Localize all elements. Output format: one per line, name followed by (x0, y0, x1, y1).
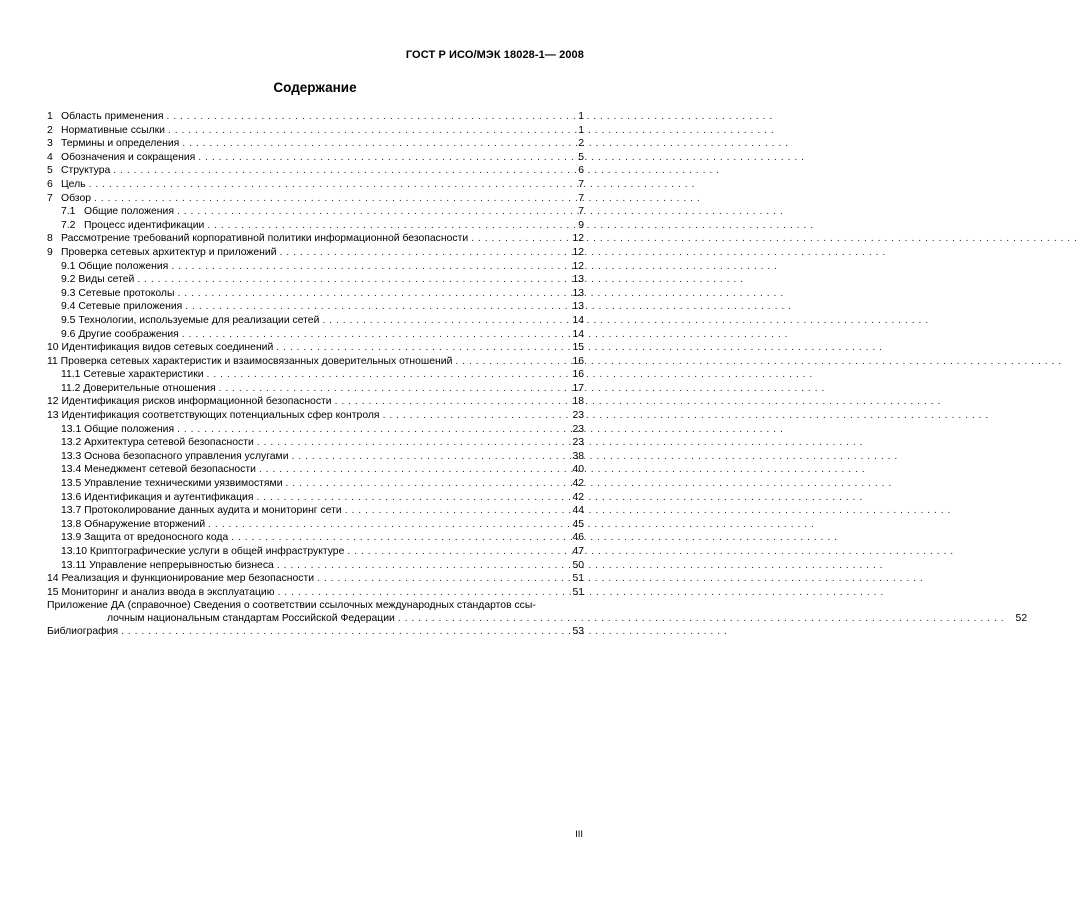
toc-entry-page: 23 (572, 437, 584, 449)
dot-leader (292, 450, 561, 464)
toc-entry-page: 47 (572, 546, 584, 557)
table-of-contents (47, 110, 1028, 639)
page-number: III (575, 829, 583, 840)
toc-entry-label: 12 Идентификация рисков информационной безопасности (47, 396, 332, 408)
toc-entry-label: 13.5 Управление техническими уязвимостями (61, 478, 283, 490)
toc-entry-page: 16 (572, 355, 584, 367)
dot-leader (207, 219, 561, 233)
dot-leader (286, 477, 561, 491)
toc-entry[interactable] (47, 531, 584, 545)
dot-leader (383, 409, 561, 423)
toc-entry-label: Термины и определения (61, 138, 180, 150)
toc-entry[interactable] (47, 260, 584, 274)
toc-entry-label: Проверка сетевых архитектур и приложений (61, 246, 277, 258)
toc-entry-page: 18 (572, 396, 584, 408)
toc-entry-label: Нормативные ссылки (61, 124, 165, 136)
toc-entry-page: 38 (572, 450, 584, 462)
dot-leader (276, 341, 561, 355)
toc-entry[interactable] (47, 559, 584, 573)
dot-leader (171, 260, 561, 274)
toc-entry-label: 11.1 Сетевые характеристики (61, 369, 204, 381)
dot-leader (113, 164, 561, 178)
toc-entry[interactable] (47, 287, 584, 301)
toc-entry-label: 13.11 Управление непрерывностью бизнеса (61, 559, 274, 571)
toc-entry-page: 13 (572, 287, 584, 299)
toc-entry-label: Процесс идентификации (84, 219, 205, 231)
toc-entry-page: 42 (572, 491, 584, 503)
toc-entry-label: 9.5 Технологии, используемые для реализации сетей (61, 314, 320, 326)
toc-entry-page: 15 (572, 342, 584, 354)
toc-entry-number: 3 (47, 138, 53, 150)
toc-entry-page: 12 (572, 246, 584, 258)
dot-leader (198, 151, 561, 165)
toc-entry[interactable] (47, 137, 584, 151)
toc-entry[interactable] (47, 205, 584, 219)
toc-entry-label: 13.7 Протоколирование данных аудита и мониторинг сети (61, 505, 342, 517)
toc-entry-label: Общие положения (84, 206, 174, 218)
toc-entry-label: 9.2 Виды сетей (61, 274, 135, 286)
toc-entry[interactable] (47, 436, 584, 450)
toc-entry-page: 14 (572, 328, 584, 340)
toc-entry[interactable] (47, 246, 584, 260)
toc-entry[interactable] (47, 192, 584, 206)
toc-entry-page: 12 (572, 233, 584, 245)
toc-entry-label: Цель (61, 178, 86, 190)
toc-entry-page: 52 (1015, 613, 1028, 625)
standard-header: ГОСТ Р ИСО/МЭК 18028-1— 2008 (405, 49, 584, 61)
toc-entry-bibliography[interactable] (47, 625, 584, 639)
toc-entry[interactable] (47, 300, 584, 314)
toc-entry[interactable] (47, 545, 584, 559)
dot-leader (177, 423, 561, 437)
toc-entry-number: 8 (47, 233, 53, 245)
toc-entry-number: 1 (47, 111, 53, 122)
toc-entry[interactable] (47, 219, 584, 233)
toc-entry-page: 42 (572, 478, 584, 490)
toc-entry[interactable] (47, 110, 584, 124)
toc-entry[interactable] (47, 409, 584, 423)
toc-entry[interactable] (47, 518, 584, 532)
toc-entry[interactable] (47, 164, 584, 178)
toc-entry-label: Область применения (61, 111, 164, 122)
toc-entry-page: 17 (572, 382, 584, 394)
toc-entry-label: 13.6 Идентификация и аутентификация (61, 491, 254, 503)
dot-leader (168, 124, 561, 138)
toc-entry-label: 10 Идентификация видов сетевых соединений (47, 342, 274, 354)
dot-leader (256, 491, 561, 505)
toc-entry[interactable] (47, 586, 584, 600)
annex-title-line1: Приложение ДА (справочное) Сведения о соответствии ссылочных международных стандартов ссы- (47, 600, 536, 612)
dot-leader (207, 368, 561, 382)
dot-leader (182, 137, 561, 151)
toc-entry-page: 23 (572, 410, 584, 422)
dot-leader (231, 531, 561, 545)
toc-entry[interactable] (47, 423, 584, 437)
dot-leader (166, 110, 561, 124)
toc-entry-page: 1 (578, 124, 584, 136)
dot-leader (177, 205, 561, 219)
toc-entry-label: Библиография (47, 626, 119, 638)
toc-entry-label: Обозначения и сокращения (61, 151, 196, 163)
dot-leader (219, 382, 561, 396)
toc-entry-label: 13.2 Архитектура сетевой безопасности (61, 437, 254, 449)
toc-entry-page: 7 (578, 178, 584, 190)
toc-entry-label: 9.4 Сетевые приложения (61, 301, 183, 313)
dot-leader (137, 273, 561, 287)
toc-entry-page: 53 (572, 626, 584, 638)
toc-entry[interactable] (47, 314, 584, 328)
toc-entry[interactable] (47, 382, 584, 396)
dot-leader (182, 328, 561, 342)
toc-entry-page: 9 (578, 219, 584, 231)
toc-entry-label: 13.3 Основа безопасного управления услугами (61, 450, 289, 462)
dot-leader (322, 314, 561, 328)
toc-entry-label: 13 Идентификация соответствующих потенциальных сфер контроля (47, 410, 380, 422)
toc-entry-label: 11 Проверка сетевых характеристик и взаимосвязанных доверительных отношений (47, 355, 453, 367)
toc-entry-page: 5 (578, 151, 584, 163)
toc-entry-number: 7.1 (61, 206, 76, 218)
toc-entry[interactable] (47, 178, 584, 192)
toc-entry[interactable] (47, 504, 584, 518)
toc-entry-page: 13 (572, 301, 584, 313)
toc-entry-number: 9 (47, 246, 53, 258)
toc-entry[interactable] (47, 124, 584, 138)
toc-entry-label: Рассмотрение требований корпоративной политики информационной безопасности (61, 233, 469, 245)
toc-entry[interactable] (47, 450, 584, 464)
dot-leader (177, 287, 561, 301)
toc-entry-label: 13.4 Менеджмент сетевой безопасности (61, 464, 256, 476)
toc-entry-page: 46 (572, 532, 584, 544)
toc-entry-page: 51 (572, 573, 584, 585)
dot-leader (317, 572, 561, 586)
toc-entry-page: 50 (572, 559, 584, 571)
toc-entry-page: 44 (572, 505, 584, 517)
toc-entry-page: 12 (572, 260, 584, 272)
toc-entry-page: 23 (572, 423, 584, 435)
dot-leader (94, 192, 561, 206)
toc-entry[interactable] (47, 368, 584, 382)
dot-leader (335, 395, 561, 409)
toc-entry-label: 9.6 Другие соображения (61, 328, 179, 340)
toc-entry-page: 51 (572, 586, 584, 598)
toc-entry-label: 13.10 Криптографические услуги в общей инфраструктуре (61, 546, 345, 557)
toc-entry-label: 11.2 Доверительные отношения (61, 382, 216, 394)
toc-entry[interactable] (47, 477, 584, 491)
dot-leader (257, 436, 561, 450)
toc-entry[interactable] (47, 491, 584, 505)
dot-leader (259, 463, 561, 477)
dot-leader (345, 504, 561, 518)
toc-entry[interactable] (47, 463, 584, 477)
dot-leader (278, 586, 561, 600)
toc-entry-label: 9.1 Общие положения (61, 260, 169, 272)
toc-entry-page: 16 (572, 369, 584, 381)
toc-entry-number: 6 (47, 178, 53, 190)
dot-leader (208, 518, 561, 532)
toc-entry-annex[interactable] (47, 599, 1028, 625)
dot-leader (347, 545, 561, 559)
toc-entry[interactable] (47, 395, 584, 409)
toc-entry-page: 45 (572, 518, 584, 530)
toc-entry-page: 7 (578, 192, 584, 204)
toc-entry[interactable] (47, 151, 584, 165)
toc-entry-number: 2 (47, 124, 53, 136)
toc-entry-label: Обзор (61, 192, 92, 204)
dot-leader (280, 246, 561, 260)
toc-entry[interactable] (47, 341, 584, 355)
toc-entry[interactable] (47, 355, 584, 369)
dot-leader (185, 300, 561, 314)
toc-entry-label: 14 Реализация и функционирование мер безопасности (47, 573, 315, 585)
toc-entry-page: 1 (578, 111, 584, 122)
dot-leader (398, 612, 1004, 625)
toc-entry[interactable] (47, 328, 584, 342)
toc-entry-page: 14 (572, 314, 584, 326)
toc-entry-number: 7.2 (61, 219, 76, 231)
toc-entry-number: 4 (47, 151, 53, 163)
dot-leader (471, 232, 561, 246)
toc-entry-page: 40 (572, 464, 584, 476)
toc-entry-label: Структура (61, 165, 111, 177)
toc-entry-label: 13.9 Защита от вредоносного кода (61, 532, 229, 544)
toc-entry-page: 6 (578, 165, 584, 177)
toc-entry[interactable] (47, 232, 584, 246)
toc-entry-page: 7 (578, 206, 584, 218)
toc-entry-number: 5 (47, 165, 53, 177)
dot-leader (121, 625, 561, 639)
toc-entry-label: 9.3 Сетевые протоколы (61, 287, 175, 299)
dot-leader (89, 178, 561, 192)
toc-entry-label: 13.1 Общие положения (61, 423, 175, 435)
toc-entry-label: 15 Мониторинг и анализ ввода в эксплуатацию (47, 586, 275, 598)
page-title: Содержание (273, 80, 357, 95)
dot-leader (455, 355, 561, 369)
toc-entry-number: 7 (47, 192, 53, 204)
toc-entry-page: 2 (578, 138, 584, 150)
toc-entry[interactable] (47, 572, 584, 586)
dot-leader (277, 559, 561, 573)
toc-entry[interactable] (47, 273, 584, 287)
toc-entry-page: 13 (572, 274, 584, 286)
annex-title-line2: лочным национальным стандартам Российской Федерации (107, 613, 395, 625)
toc-entry-label: 13.8 Обнаружение вторжений (61, 518, 206, 530)
